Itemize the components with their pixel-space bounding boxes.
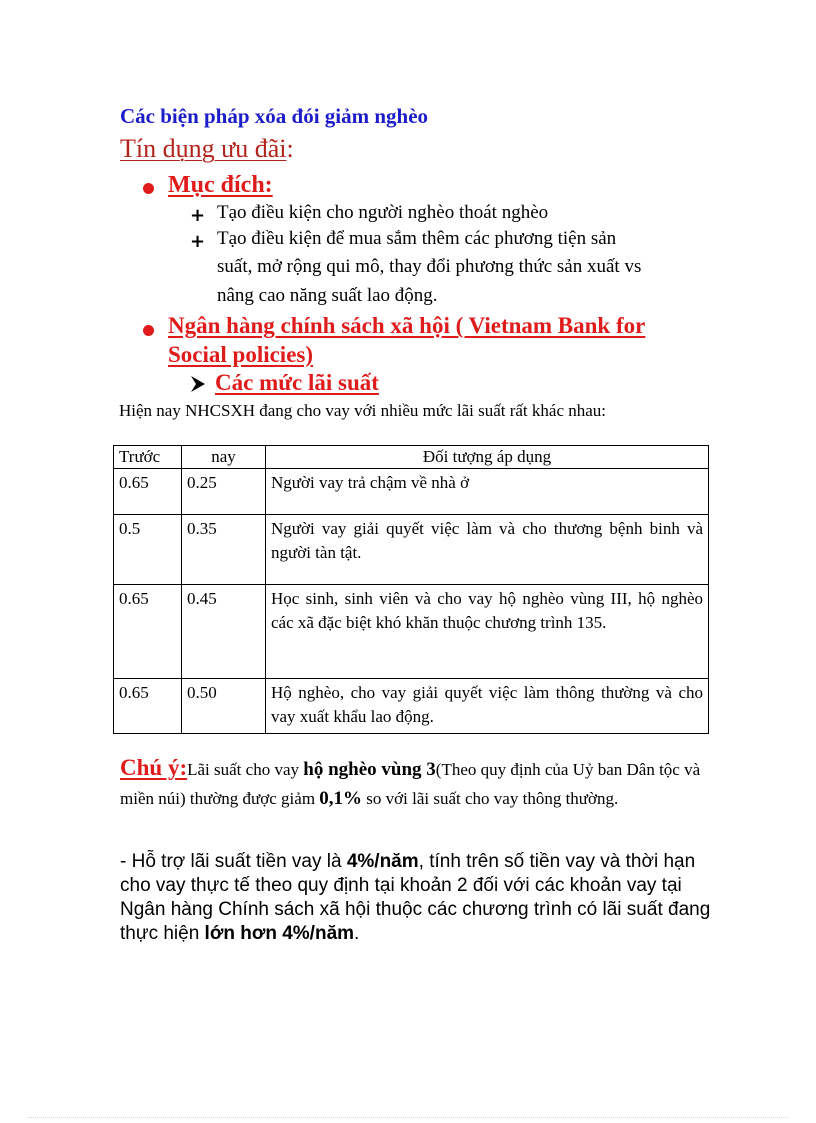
header-now: nay xyxy=(182,446,266,469)
section-subtitle xyxy=(120,134,294,164)
table-row xyxy=(114,585,709,679)
note-text-2: (Theo quy định của Uỷ ban Dân tộc và miền núi) thường được giảm xyxy=(120,760,701,808)
bank-heading-line-2: Social policies) xyxy=(168,342,314,367)
support-text-3: . xyxy=(354,923,360,944)
cell-target: Học sinh, sinh viên và cho vay hộ nghèo vùng III, hộ nghèo các xã đặc biệt khó khăn thuộc chương trình 135. xyxy=(266,585,709,679)
header-before: Trước xyxy=(114,446,182,469)
page-divider xyxy=(28,1117,788,1118)
purpose-item-2-line-3: nâng cao năng suất lao động. xyxy=(217,285,438,306)
cell-before: 0.65 xyxy=(114,469,182,515)
plus-icon: + xyxy=(190,205,206,226)
cell-now: 0.35 xyxy=(182,515,266,585)
interest-rate-table xyxy=(113,445,709,734)
subtitle-colon: : xyxy=(286,134,294,163)
table-row xyxy=(114,515,709,585)
purpose-item-2-line-1: Tạo điều kiện để mua sắm thêm các phương tiện sản xyxy=(217,228,617,249)
table-row xyxy=(114,469,709,515)
note-label: Chú ý: xyxy=(120,755,188,780)
intro-text: Hiện nay NHCSXH đang cho vay với nhiều mức lãi suất rất khác nhau: xyxy=(119,401,607,420)
cell-now: 0.50 xyxy=(182,679,266,734)
subtitle-text: Tín dụng ưu đãi xyxy=(120,134,287,163)
arrow-bullet-icon xyxy=(190,375,206,399)
cell-before: 0.5 xyxy=(114,515,182,585)
bullet-icon xyxy=(143,325,154,336)
cell-before: 0.65 xyxy=(114,679,182,734)
purpose-heading: Mục đích: xyxy=(168,172,273,198)
support-text-2: , tính trên số tiền vay và thời hạn cho vay thực tế theo quy định tại khoản 2 đối với các khoản vay tại Ngân hàng Chính sách xã hội thuộc các chương trình có lãi suất đang thực hiện xyxy=(120,851,711,944)
purpose-item-1: Tạo điều kiện cho người nghèo thoát nghèo xyxy=(217,202,549,223)
cell-target: Hộ nghèo, cho vay giải quyết việc làm thông thường và cho vay xuất khẩu lao động. xyxy=(266,679,709,734)
rates-heading: Các mức lãi suất xyxy=(215,370,379,395)
page-title: Các biện pháp xóa đói giảm nghèo xyxy=(120,104,429,128)
table-header-row xyxy=(114,446,709,469)
header-target: Đối tượng áp dụng xyxy=(266,446,709,469)
note-paragraph xyxy=(120,753,705,813)
cell-target: Người vay giải quyết việc làm và cho thương bệnh binh và người tàn tật. xyxy=(266,515,709,585)
cell-before: 0.65 xyxy=(114,585,182,679)
plus-icon: + xyxy=(190,231,206,252)
bank-heading-line-1: Ngân hàng chính sách xã hội ( Vietnam Bank for xyxy=(168,313,646,338)
arrow-shape xyxy=(190,375,206,393)
note-bold-2: 0,1% xyxy=(319,788,363,809)
support-bold-1: 4%/năm xyxy=(346,851,419,872)
support-paragraph xyxy=(120,850,720,946)
purpose-item-2-line-2: suất, mở rộng qui mô, thay đổi phương thức sản xuất vs xyxy=(217,256,642,277)
support-text-1: - Hỗ trợ lãi suất tiền vay là xyxy=(120,851,347,872)
bullet-icon xyxy=(143,183,154,194)
note-bold-1: hộ nghèo vùng 3 xyxy=(303,759,436,780)
note-text-3: so với lãi suất cho vay thông thường. xyxy=(362,789,619,808)
cell-now: 0.25 xyxy=(182,469,266,515)
table-row xyxy=(114,679,709,734)
cell-target: Người vay trả chậm về nhà ở xyxy=(266,469,709,515)
support-bold-2: lớn hơn 4%/năm xyxy=(204,923,355,944)
note-text-1: Lãi suất cho vay xyxy=(187,760,304,779)
cell-now: 0.45 xyxy=(182,585,266,679)
